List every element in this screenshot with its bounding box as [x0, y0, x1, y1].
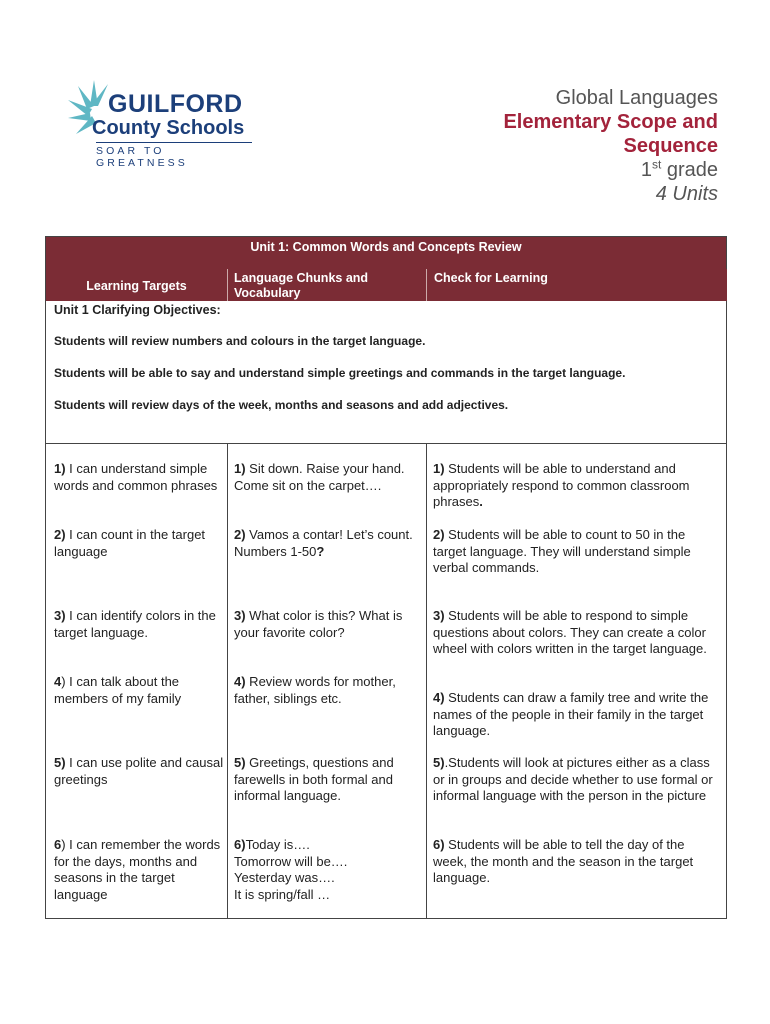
language-chunk-1: 1) Sit down. Raise your hand. Come sit on the carpet…. — [234, 461, 405, 493]
unit-title-bar: Unit 1: Common Words and Concepts Review — [46, 237, 726, 269]
column-divider — [227, 443, 228, 918]
objective-item: Students will review days of the week, months and seasons and add adjectives. — [54, 398, 509, 412]
grade-label: 1st grade — [640, 157, 718, 181]
scope-title-line2: Sequence — [623, 135, 718, 157]
scope-title-line1: Elementary Scope and — [503, 111, 718, 133]
check-for-learning-1: 1) Students will be able to understand and appropriately respond to common classroom phrases. — [433, 461, 690, 509]
learning-target-6: 6) I can remember the words for the days, months and seasons in the target language — [54, 837, 221, 902]
learning-target-2: 2) I can count in the target language — [54, 527, 206, 559]
check-for-learning-2: 2) Students will be able to count to 50 in the target language. They will understand simple verbal commands. — [433, 527, 691, 575]
document-title — [358, 86, 718, 206]
clarifying-objectives — [46, 301, 726, 444]
check-for-learning-6: 6) Students will be able to tell the day of the week, the month and the season in the target language. — [433, 837, 694, 885]
column-header-check-for-learning: Check for Learning — [426, 269, 727, 301]
column-header-language-chunks: Language Chunks and Vocabulary — [227, 269, 427, 301]
logo-subwordmark: County Schools — [92, 117, 245, 139]
check-for-learning-5: 5).Students will look at pictures either as a class or in groups and decide whether to use formal or informal language with the person in the picture — [433, 755, 713, 803]
logo-divider — [96, 142, 252, 143]
learning-target-1: 1) I can understand simple words and common phrases — [54, 461, 218, 493]
units-label: 4 Units — [655, 183, 718, 205]
learning-target-4: 4) I can talk about the members of my family — [54, 674, 182, 706]
objectives-heading: Unit 1 Clarifying Objectives: — [54, 303, 221, 317]
learning-target-3: 3) I can identify colors in the target language. — [54, 608, 216, 640]
logo-tagline: SOAR TO GREATNESS — [96, 145, 188, 169]
check-for-learning-4: 4) Students can draw a family tree and write the names of the people in their family in the target language. — [433, 690, 709, 738]
language-chunk-2: 2) Vamos a contar! Let’s count. Numbers 1-50? — [234, 527, 413, 559]
column-divider — [426, 443, 427, 918]
language-chunk-6: 6)Today is…. Tomorrow will be…. Yesterday was…. It is spring/fall … — [234, 837, 348, 902]
scope-table — [45, 236, 727, 919]
objective-item: Students will review numbers and colours in the target language. — [54, 334, 426, 348]
language-chunk-4: 4) Review words for mother, father, siblings etc. — [234, 674, 396, 706]
logo-wordmark: GUILFORD — [108, 90, 243, 118]
language-chunk-5: 5) Greetings, questions and farewells in both formal and informal language. — [234, 755, 394, 803]
column-header-learning-targets: Learning Targets — [46, 269, 227, 301]
guilford-logo — [64, 76, 259, 169]
learning-target-5: 5) I can use polite and causal greetings — [54, 755, 224, 787]
objective-item: Students will be able to say and understand simple greetings and commands in the target language. — [54, 366, 626, 380]
language-chunk-3: 3) What color is this? What is your favorite color? — [234, 608, 403, 640]
check-for-learning-3: 3) Students will be able to respond to simple questions about colors. They can create a color wheel with colors written in the target language. — [433, 608, 707, 656]
department-title: Global Languages — [555, 87, 718, 109]
